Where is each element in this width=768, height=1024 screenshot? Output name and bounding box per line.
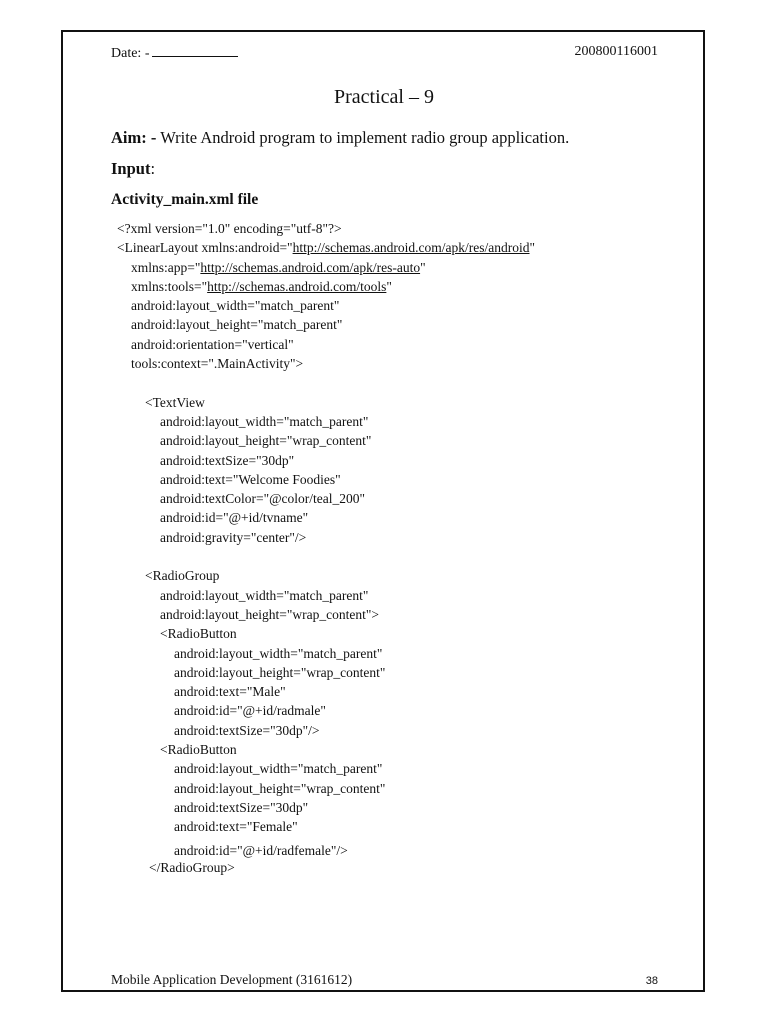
code-line: android:layout_height="wrap_content": [174, 780, 386, 796]
code-line: <TextView: [145, 394, 205, 410]
aim-text: Write Android program to implement radio group application.: [160, 128, 570, 147]
code-line: android:layout_width="match_parent": [131, 298, 340, 314]
code-line: <RadioGroup: [145, 568, 220, 584]
code-line: android:layout_height="wrap_content": [174, 664, 386, 680]
code-line: android:layout_height="match_parent": [131, 317, 343, 333]
code-line: android:textSize="30dp"/>: [174, 722, 320, 738]
code-line: android:textSize="30dp": [174, 799, 309, 815]
schema-link[interactable]: http://schemas.android.com/tools: [207, 278, 387, 294]
input-label: Input: [111, 159, 151, 178]
code-line: android:text="Female": [174, 819, 298, 835]
file-heading: Activity_main.xml file: [111, 191, 259, 208]
schema-link[interactable]: http://schemas.android.com/apk/res/android: [292, 240, 530, 256]
code-line: android:textSize="30dp": [160, 452, 295, 468]
code-line: android:orientation="vertical": [131, 336, 294, 352]
code-line: android:layout_height="wrap_content": [160, 433, 372, 449]
code-line: <RadioButton: [160, 626, 237, 642]
code-line: <?xml version="1.0" encoding="utf-8"?>: [117, 221, 342, 236]
code-line: android:id="@+id/radmale": [174, 703, 326, 719]
page-title: Practical – 9: [334, 86, 434, 108]
code-block: [0, 219, 768, 875]
aim-label: Aim: [111, 128, 142, 147]
code-blank-line: [131, 373, 768, 392]
code-line: <LinearLayout xmlns:android="http://schemas.android.com/apk/res/android": [117, 240, 536, 256]
code-line: android:textColor="@color/teal_200": [160, 491, 366, 507]
code-line: android:layout_width="match_parent": [174, 761, 383, 777]
page-number: 38: [645, 975, 658, 987]
enrollment-number: 200800116001: [574, 44, 658, 59]
code-line: android:layout_width="match_parent": [174, 645, 383, 661]
code-line: xmlns:app="http://schemas.android.com/apk/res-auto": [131, 259, 426, 275]
code-line: android:text="Welcome Foodies": [160, 471, 341, 487]
code-line: android:id="@+id/tvname": [160, 510, 309, 526]
code-line: android:id="@+id/radfemale"/>: [174, 842, 348, 858]
code-line: android:layout_height="wrap_content">: [160, 606, 379, 622]
code-line: android:gravity="center"/>: [160, 529, 307, 545]
code-line: xmlns:tools="http://schemas.android.com/tools": [131, 278, 392, 294]
input-colon: :: [150, 159, 156, 178]
date-label: Date: -: [111, 46, 150, 61]
code-line: <RadioButton: [160, 742, 237, 758]
code-line: android:layout_width="match_parent": [160, 587, 369, 603]
date-blank-line: [152, 44, 238, 57]
input-heading: [111, 159, 155, 179]
code-line: tools:context=".MainActivity">: [131, 356, 304, 372]
code-line: </RadioGroup>: [149, 859, 235, 875]
aim-separator: : -: [141, 128, 157, 147]
date-field: [111, 44, 238, 62]
footer-course: Mobile Application Development (3161612): [111, 972, 353, 987]
schema-link[interactable]: http://schemas.android.com/apk/res-auto: [200, 259, 421, 275]
aim-statement: [111, 128, 569, 148]
code-blank-line: [160, 547, 768, 566]
code-line: android:text="Male": [174, 684, 286, 700]
code-line: android:layout_width="match_parent": [160, 413, 369, 429]
